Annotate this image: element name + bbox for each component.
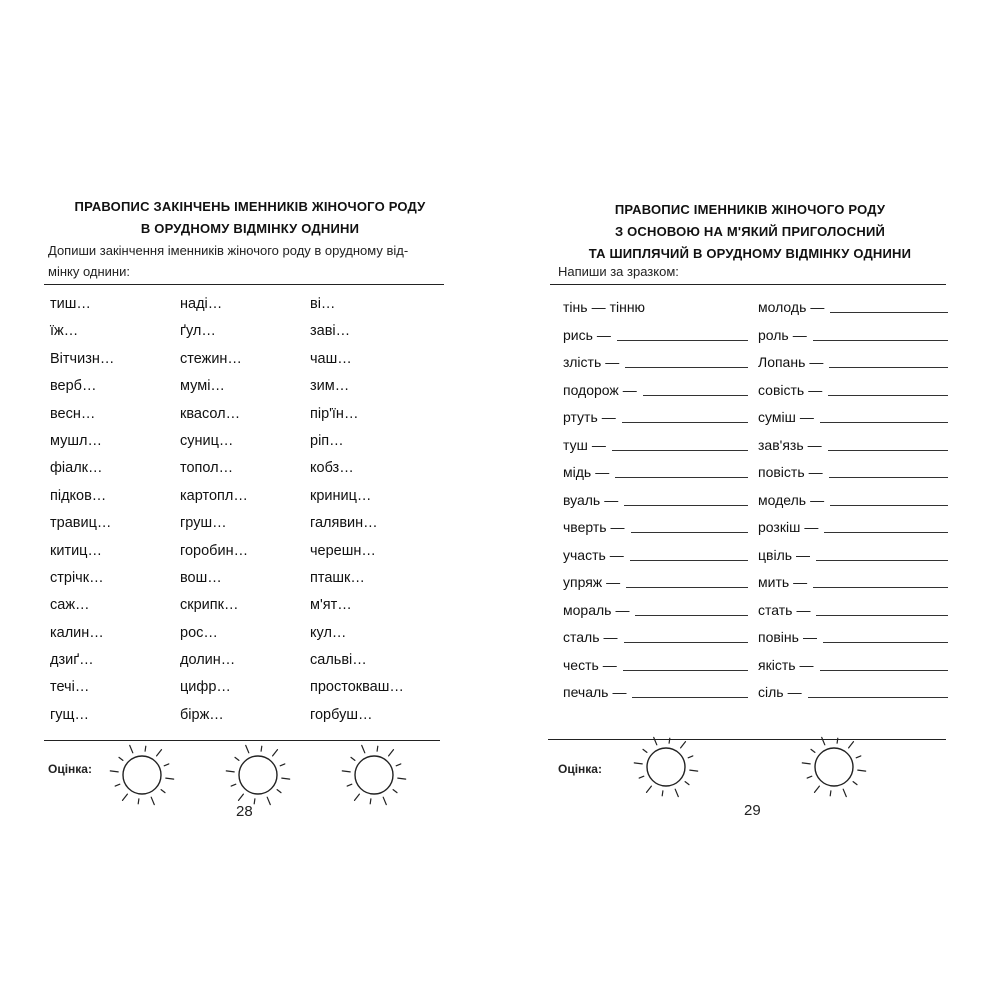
word-row [50, 486, 450, 513]
score-label: Оцінка: [48, 762, 92, 776]
answer-blank[interactable] [829, 477, 948, 478]
exercise-word: злість [563, 354, 602, 370]
exercise-word: вуаль [563, 491, 601, 508]
answer-blank[interactable] [631, 532, 748, 533]
exercise-item [758, 516, 948, 538]
word-row [50, 541, 450, 568]
answer-blank[interactable] [622, 422, 748, 423]
word-item[interactable]: долин… [180, 652, 236, 669]
word-item[interactable]: кобз… [310, 460, 354, 477]
dash: — [810, 299, 825, 315]
word-row [50, 705, 450, 732]
exercise-item [758, 599, 948, 621]
answer-blank[interactable] [820, 670, 948, 671]
exercise-word: туш [563, 436, 588, 453]
word-item[interactable]: китиц… [50, 542, 102, 559]
word-item[interactable]: кул… [310, 624, 347, 641]
exercise-word: повість [758, 464, 805, 480]
task-instruction [48, 240, 448, 282]
exercise-word: якість [758, 656, 796, 673]
exercise-row [563, 324, 953, 352]
dash: — [810, 491, 825, 508]
exercise-word: мить [758, 574, 790, 590]
word-row [50, 623, 450, 650]
title-line-1: ПРАВОПИС ІМЕННИКІВ ЖІНОЧОГО РОДУ [614, 202, 886, 217]
word-row [50, 650, 450, 677]
title-line-1: ПРАВОПИС ЗАКІНЧЕНЬ ІМЕННИКІВ ЖІНОЧОГО РОДУ [74, 199, 426, 214]
word-item[interactable]: дзиґ… [50, 652, 94, 669]
word-item[interactable]: чаш… [310, 350, 352, 367]
exercise-grid [563, 296, 953, 709]
word-item[interactable]: мумі… [180, 378, 225, 395]
exercise-word: честь [563, 656, 599, 673]
exercise-word: розкіш [758, 519, 801, 535]
word-item[interactable]: суниц… [180, 432, 234, 449]
score-label: Оцінка: [558, 762, 602, 776]
exercise-word: ртуть [563, 409, 598, 425]
exercise-word: совість [758, 381, 805, 398]
exercise-word: стать [758, 601, 793, 618]
word-item[interactable]: травиц… [50, 515, 112, 532]
word-item[interactable]: Вітчизн… [50, 350, 115, 367]
exercise-item [758, 434, 948, 456]
exercise-item [758, 681, 948, 703]
exercise-row [563, 351, 953, 379]
answer-blank[interactable] [632, 697, 748, 698]
exercise-word: сіль [758, 684, 784, 700]
answer-blank[interactable] [830, 312, 948, 313]
word-item[interactable]: саж… [50, 597, 90, 614]
dash: — [602, 656, 617, 673]
word-item[interactable]: картопл… [180, 487, 248, 504]
exercise-word: мораль [563, 601, 612, 618]
exercise-item [563, 379, 748, 401]
dash: — [595, 464, 610, 480]
word-row [50, 458, 450, 485]
dash: — [796, 546, 811, 563]
word-item[interactable]: верб… [50, 378, 97, 395]
dash: — [610, 519, 625, 535]
exercise-item [563, 434, 748, 456]
word-item[interactable]: горбуш… [310, 706, 373, 723]
answer-blank[interactable] [824, 532, 948, 533]
word-item[interactable]: пташк… [310, 569, 365, 586]
dash: — [601, 409, 616, 425]
exercise-row [563, 434, 953, 462]
exercise-row [563, 461, 953, 489]
word-item[interactable]: гущ… [50, 706, 89, 723]
answer-blank[interactable] [623, 670, 748, 671]
word-item[interactable]: сальві… [310, 652, 367, 669]
word-row [50, 431, 450, 458]
exercise-word: зав'язь [758, 436, 804, 453]
sun-icon[interactable] [334, 735, 414, 815]
dash: — [799, 409, 814, 425]
exercise-item [758, 351, 948, 373]
word-item[interactable]: простокваш… [310, 679, 404, 696]
word-item[interactable]: стрічк… [50, 569, 104, 586]
exercise-item [758, 571, 948, 593]
dash: — [604, 491, 619, 508]
task-instruction: Напиши за зразком: [558, 264, 679, 279]
exercise-row [563, 296, 953, 324]
word-item[interactable]: фіалк… [50, 460, 103, 477]
word-item[interactable]: скрипк… [180, 597, 239, 614]
exercise-item [563, 626, 748, 648]
exercise-row [563, 544, 953, 572]
answer-blank[interactable] [615, 477, 748, 478]
word-row [50, 677, 450, 704]
word-item[interactable]: тиш… [50, 296, 91, 312]
exercise-word: модель [758, 491, 807, 508]
word-item[interactable]: їж… [50, 323, 79, 340]
exercise-word: печаль [563, 684, 609, 700]
word-item[interactable]: вош… [180, 569, 222, 586]
exercise-item [563, 406, 748, 428]
answer-blank[interactable] [830, 505, 948, 506]
instruction-line-1: Допиши закінчення іменників жіночого роду в орудному від- [48, 243, 409, 258]
exercise-row [563, 516, 953, 544]
word-item[interactable]: черешн… [310, 542, 376, 559]
exercise-item [563, 489, 748, 511]
answer-blank[interactable] [626, 587, 748, 588]
word-item[interactable]: пір'їн… [310, 405, 359, 422]
exercise-item [563, 461, 748, 483]
sun-icon[interactable] [794, 727, 874, 807]
answer-blank[interactable] [617, 340, 748, 341]
title-line-2: В ОРУДНОМУ ВІДМІНКУ ОДНИНИ [140, 221, 360, 236]
dash: — [615, 601, 630, 618]
page-title [540, 199, 960, 265]
exercise-row [563, 571, 953, 599]
example-answer: тінню [609, 299, 646, 315]
word-item[interactable]: течі… [50, 679, 90, 696]
title-line-3: ТА ШИПЛЯЧИЙ В ОРУДНОМУ ВІДМІНКУ ОДНИНИ [588, 246, 912, 261]
exercise-item [758, 296, 948, 318]
word-row [50, 404, 450, 431]
answer-blank[interactable] [823, 642, 948, 643]
answer-blank[interactable] [625, 367, 748, 368]
word-row [50, 376, 450, 403]
answer-blank[interactable] [635, 615, 748, 616]
word-item[interactable]: ріп… [310, 432, 344, 449]
exercise-item [758, 379, 948, 401]
dash: — [622, 381, 637, 398]
exercise-word: подорож [563, 381, 619, 398]
sun-icon[interactable] [218, 735, 298, 815]
word-item[interactable]: зим… [310, 378, 350, 395]
title-line-2: З ОСНОВОЮ НА М'ЯКИЙ ПРИГОЛОСНИЙ [614, 224, 886, 239]
answer-blank[interactable] [630, 560, 748, 561]
exercise-word: тінь [563, 299, 588, 315]
answer-blank[interactable] [828, 450, 948, 451]
word-item[interactable]: бірж… [180, 706, 224, 723]
page-number: 28 [236, 803, 253, 820]
exercise-row [563, 406, 953, 434]
word-item[interactable]: весн… [50, 405, 96, 422]
word-row [50, 568, 450, 595]
dash: — [605, 354, 620, 370]
dash: — [808, 381, 823, 398]
dash: — [793, 574, 808, 590]
word-item[interactable]: цифр… [180, 679, 231, 696]
word-row [50, 513, 450, 540]
exercise-item [758, 461, 948, 483]
exercise-item [563, 599, 748, 621]
exercise-word: рись [563, 326, 593, 343]
exercise-item [758, 489, 948, 511]
dash: — [591, 299, 606, 315]
answer-blank[interactable] [829, 367, 948, 368]
word-row [50, 349, 450, 376]
dash: — [802, 629, 817, 645]
word-item[interactable]: квасол… [180, 405, 241, 422]
answer-blank[interactable] [624, 642, 748, 643]
exercise-item [563, 324, 748, 346]
answer-blank[interactable] [808, 697, 948, 698]
exercise-word: упряж [563, 574, 603, 590]
answer-blank[interactable] [612, 450, 748, 451]
right-page [500, 0, 1000, 1000]
answer-blank[interactable] [813, 340, 948, 341]
exercise-word: сталь [563, 629, 600, 645]
exercise-word: цвіль [758, 546, 793, 563]
word-row [50, 595, 450, 622]
exercise-word: мідь [563, 464, 592, 480]
exercise-item [563, 571, 748, 593]
word-item[interactable]: стежин… [180, 350, 242, 367]
exercise-row [563, 489, 953, 517]
word-item[interactable]: галявин… [310, 515, 378, 532]
word-grid [50, 294, 450, 732]
exercise-item [758, 324, 948, 346]
exercise-item [563, 351, 748, 373]
word-item[interactable]: криниц… [310, 487, 372, 504]
word-item[interactable]: наді… [180, 296, 223, 312]
dash: — [807, 436, 822, 453]
word-item[interactable]: заві… [310, 323, 351, 340]
dash: — [796, 601, 811, 618]
answer-blank[interactable] [828, 395, 948, 396]
exercise-row [563, 654, 953, 682]
dash: — [609, 546, 624, 563]
dash: — [808, 464, 823, 480]
word-item[interactable]: калин… [50, 624, 104, 641]
answer-blank[interactable] [624, 505, 748, 506]
exercise-row [563, 379, 953, 407]
exercise-row [563, 626, 953, 654]
exercise-word: повінь [758, 629, 799, 645]
dash: — [591, 436, 606, 453]
answer-blank[interactable] [820, 422, 948, 423]
instruction-line-2: мінку однини: [48, 264, 130, 279]
word-item[interactable]: рос… [180, 624, 218, 641]
exercise-word: суміш [758, 409, 796, 425]
dash: — [603, 629, 618, 645]
exercise-word: чверть [563, 519, 607, 535]
word-item[interactable]: топол… [180, 460, 234, 477]
dash: — [792, 326, 807, 343]
word-row [50, 321, 450, 348]
dash: — [606, 574, 621, 590]
word-row [50, 294, 450, 321]
exercise-item [758, 626, 948, 648]
exercise-row [563, 681, 953, 709]
exercise-item [563, 516, 748, 538]
divider-line [44, 284, 444, 285]
dash: — [596, 326, 611, 343]
exercise-item [758, 406, 948, 428]
exercise-item [563, 654, 748, 676]
exercise-word: Лопань [758, 354, 806, 370]
divider-line [550, 284, 946, 285]
dash: — [787, 684, 802, 700]
answer-blank[interactable] [813, 587, 948, 588]
divider-line [548, 739, 946, 740]
exercise-item [563, 681, 748, 703]
word-item[interactable]: мушл… [50, 432, 102, 449]
dash: — [612, 684, 627, 700]
word-item[interactable]: підков… [50, 487, 107, 504]
word-item[interactable]: горобин… [180, 542, 249, 559]
word-item[interactable]: груш… [180, 515, 227, 532]
dash: — [809, 354, 824, 370]
dash: — [804, 519, 819, 535]
page-number: 29 [744, 802, 761, 819]
answer-blank[interactable] [816, 615, 948, 616]
page-title [40, 196, 460, 240]
exercise-word: роль [758, 326, 789, 343]
sun-icon[interactable] [102, 735, 182, 815]
exercise-item [758, 654, 948, 676]
dash: — [799, 656, 814, 673]
exercise-row [563, 599, 953, 627]
exercise-item [563, 544, 748, 566]
sun-icon[interactable] [626, 727, 706, 807]
answer-blank[interactable] [816, 560, 948, 561]
word-item[interactable]: ґул… [180, 323, 216, 340]
word-item[interactable]: ві… [310, 296, 336, 312]
word-item[interactable]: м'ят… [310, 597, 352, 614]
answer-blank[interactable] [643, 395, 748, 396]
exercise-word: молодь [758, 299, 807, 315]
exercise-item [563, 296, 748, 318]
exercise-item [758, 544, 948, 566]
exercise-word: участь [563, 546, 606, 563]
